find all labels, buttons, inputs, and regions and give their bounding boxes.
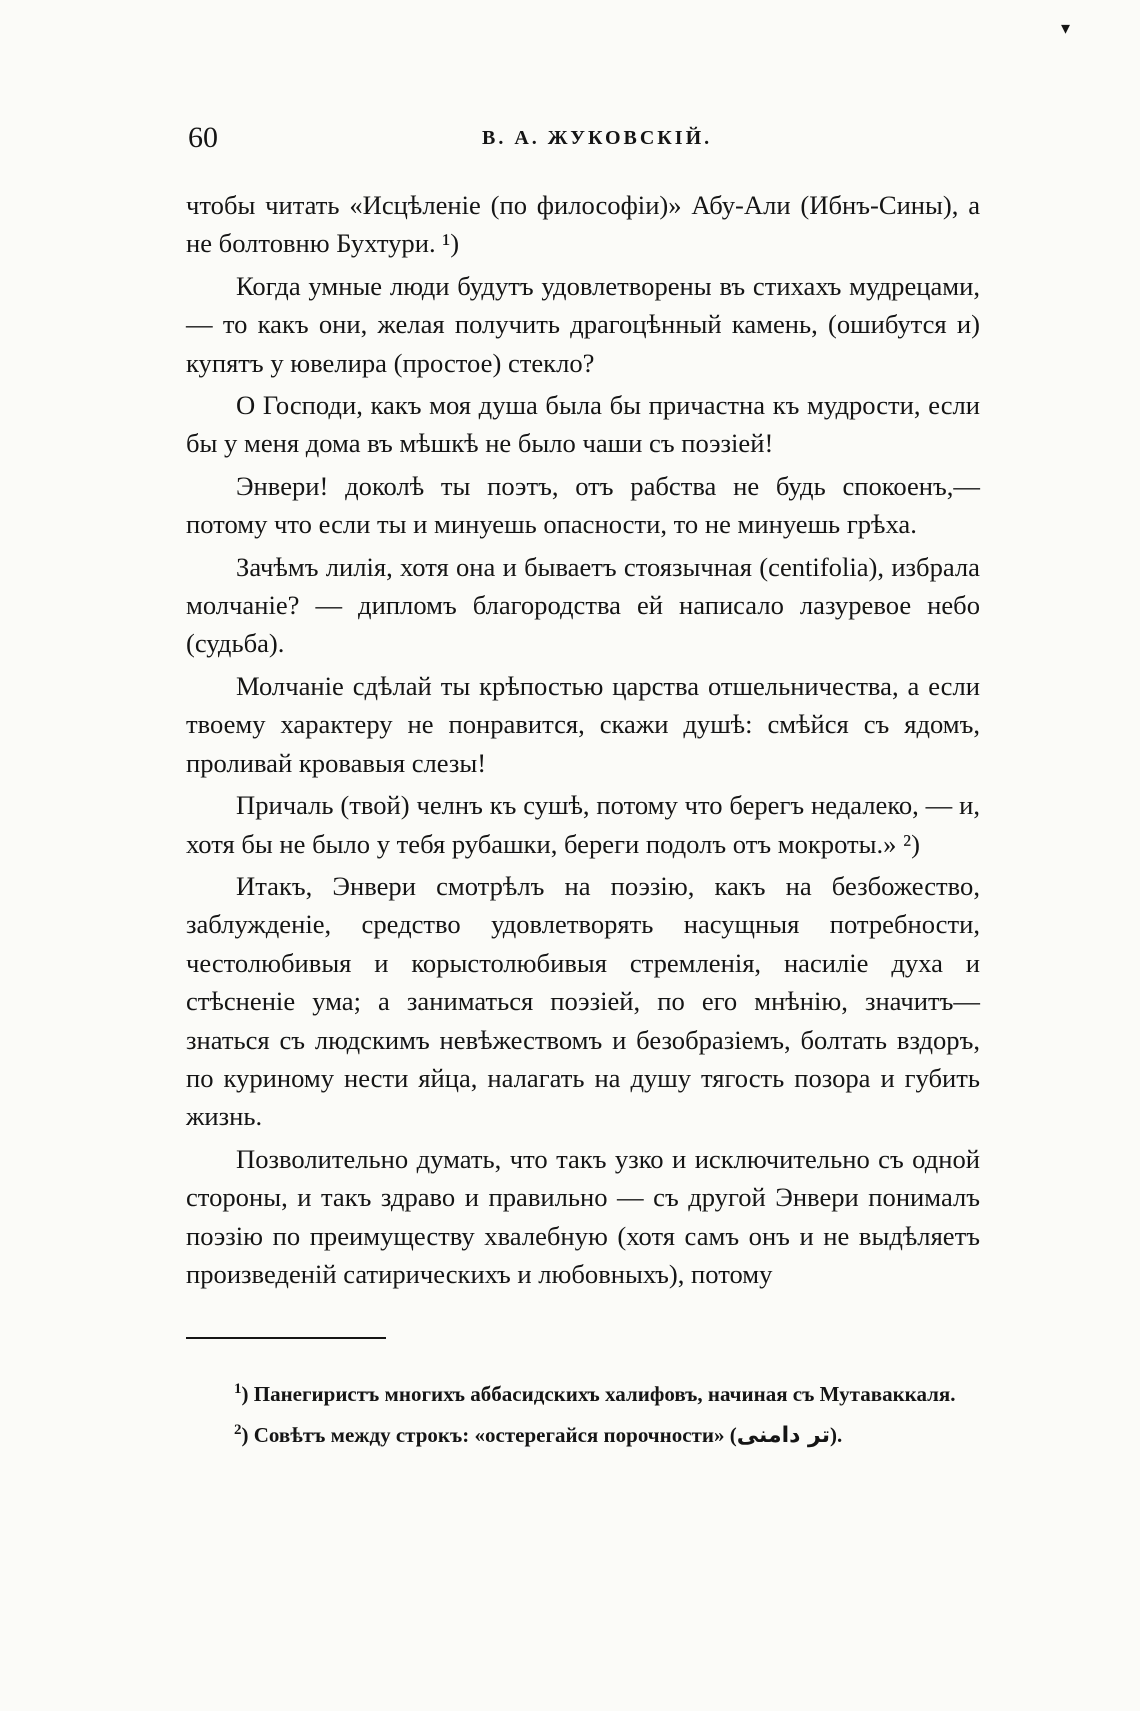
footnotes bbox=[186, 1377, 980, 1453]
page-number: 60 bbox=[188, 121, 218, 154]
paragraph: Причаль (твой) челнъ къ сушѣ, потому что берегъ недалеко, — и, хотя бы не было у тебя рубашки, береги подолъ отъ мокроты.» ²) bbox=[186, 790, 980, 859]
arabic-phrase: تر دامنی bbox=[736, 1423, 830, 1448]
page-header bbox=[188, 118, 980, 158]
footnote-text: ) Панегиристъ многихъ аббасидскихъ халифовъ, начиная съ Мутаваккаля. bbox=[241, 1382, 956, 1406]
paragraph: Позволительно думать, что такъ узко и исключительно съ одной стороны, и такъ здраво и правильно — съ другой Энвери понималъ поэзію по преимуществу хвалебную (хотя самъ онъ и не выдѣляетъ произведеній сатирическихъ и любовныхъ), потому bbox=[186, 1143, 980, 1289]
paragraph: Когда умные люди будутъ удовлетворены въ стихахъ мудрецами, — то какъ они, желая получить драгоцѣнный камень, (ошибутся и) купятъ у ювелира (простое) стекло? bbox=[186, 270, 980, 378]
footnote-divider bbox=[186, 1337, 386, 1339]
paragraph: Энвери! доколѣ ты поэтъ, отъ рабства не будь спокоенъ,— потому что если ты и минуешь опасности, то не минуешь грѣха. bbox=[186, 470, 980, 540]
main-text bbox=[186, 186, 980, 1293]
running-head: В. А. ЖУКОВСКІЙ. bbox=[482, 127, 713, 149]
paragraph: Зачѣмъ лилія, хотя она и бываетъ стоязычная (centifolia), избрала молчаніе? — дипломъ благородства ей написало лазуревое небо (судьба). bbox=[186, 551, 980, 659]
paragraph: Итакъ, Энвери смотрѣлъ на поэзію, какъ на безбожество, заблужденіе, средство удовлетворять насущныя потребности, честолюбивыя и корыстолюбивыя стремленія, насиліе духа и стѣсненіе ума; а заниматься поэзіей, по его мнѣнію, значитъ— знаться съ людскимъ невѣжествомъ и безобразіемъ, болтать вздоръ, по куриному нести яйца, налагать на душу тягость позора и губить жизнь. bbox=[186, 870, 980, 1132]
footnote-text: ) Совѣтъ между строкъ: «остерегайся порочности» ( bbox=[241, 1423, 737, 1447]
paragraph: О Господи, какъ моя душа была бы причастна къ мудрости, если бы у меня дома въ мѣшкѣ не было чаши съ поэзіей! bbox=[186, 390, 980, 459]
paragraph: Молчаніе сдѣлай ты крѣпостью царства отшельничества, а если твоему характеру не понравится, скажи душѣ: смѣйся съ ядомъ, проливай кровавыя слезы! bbox=[186, 670, 980, 778]
footnote-1 bbox=[186, 1377, 980, 1412]
footnote-marker: 1 bbox=[234, 1381, 242, 1397]
corner-ink-mark: ▾ bbox=[1060, 18, 1070, 38]
footnote-text-end: ). bbox=[830, 1423, 843, 1447]
paragraph: чтобы читать «Исцѣленіе (по философіи)» Абу-Али (Ибнъ-Сины), а не болтовню Бухтури. ¹) bbox=[186, 190, 980, 259]
footnote-marker: 2 bbox=[234, 1422, 242, 1438]
footnote-2 bbox=[186, 1418, 980, 1453]
